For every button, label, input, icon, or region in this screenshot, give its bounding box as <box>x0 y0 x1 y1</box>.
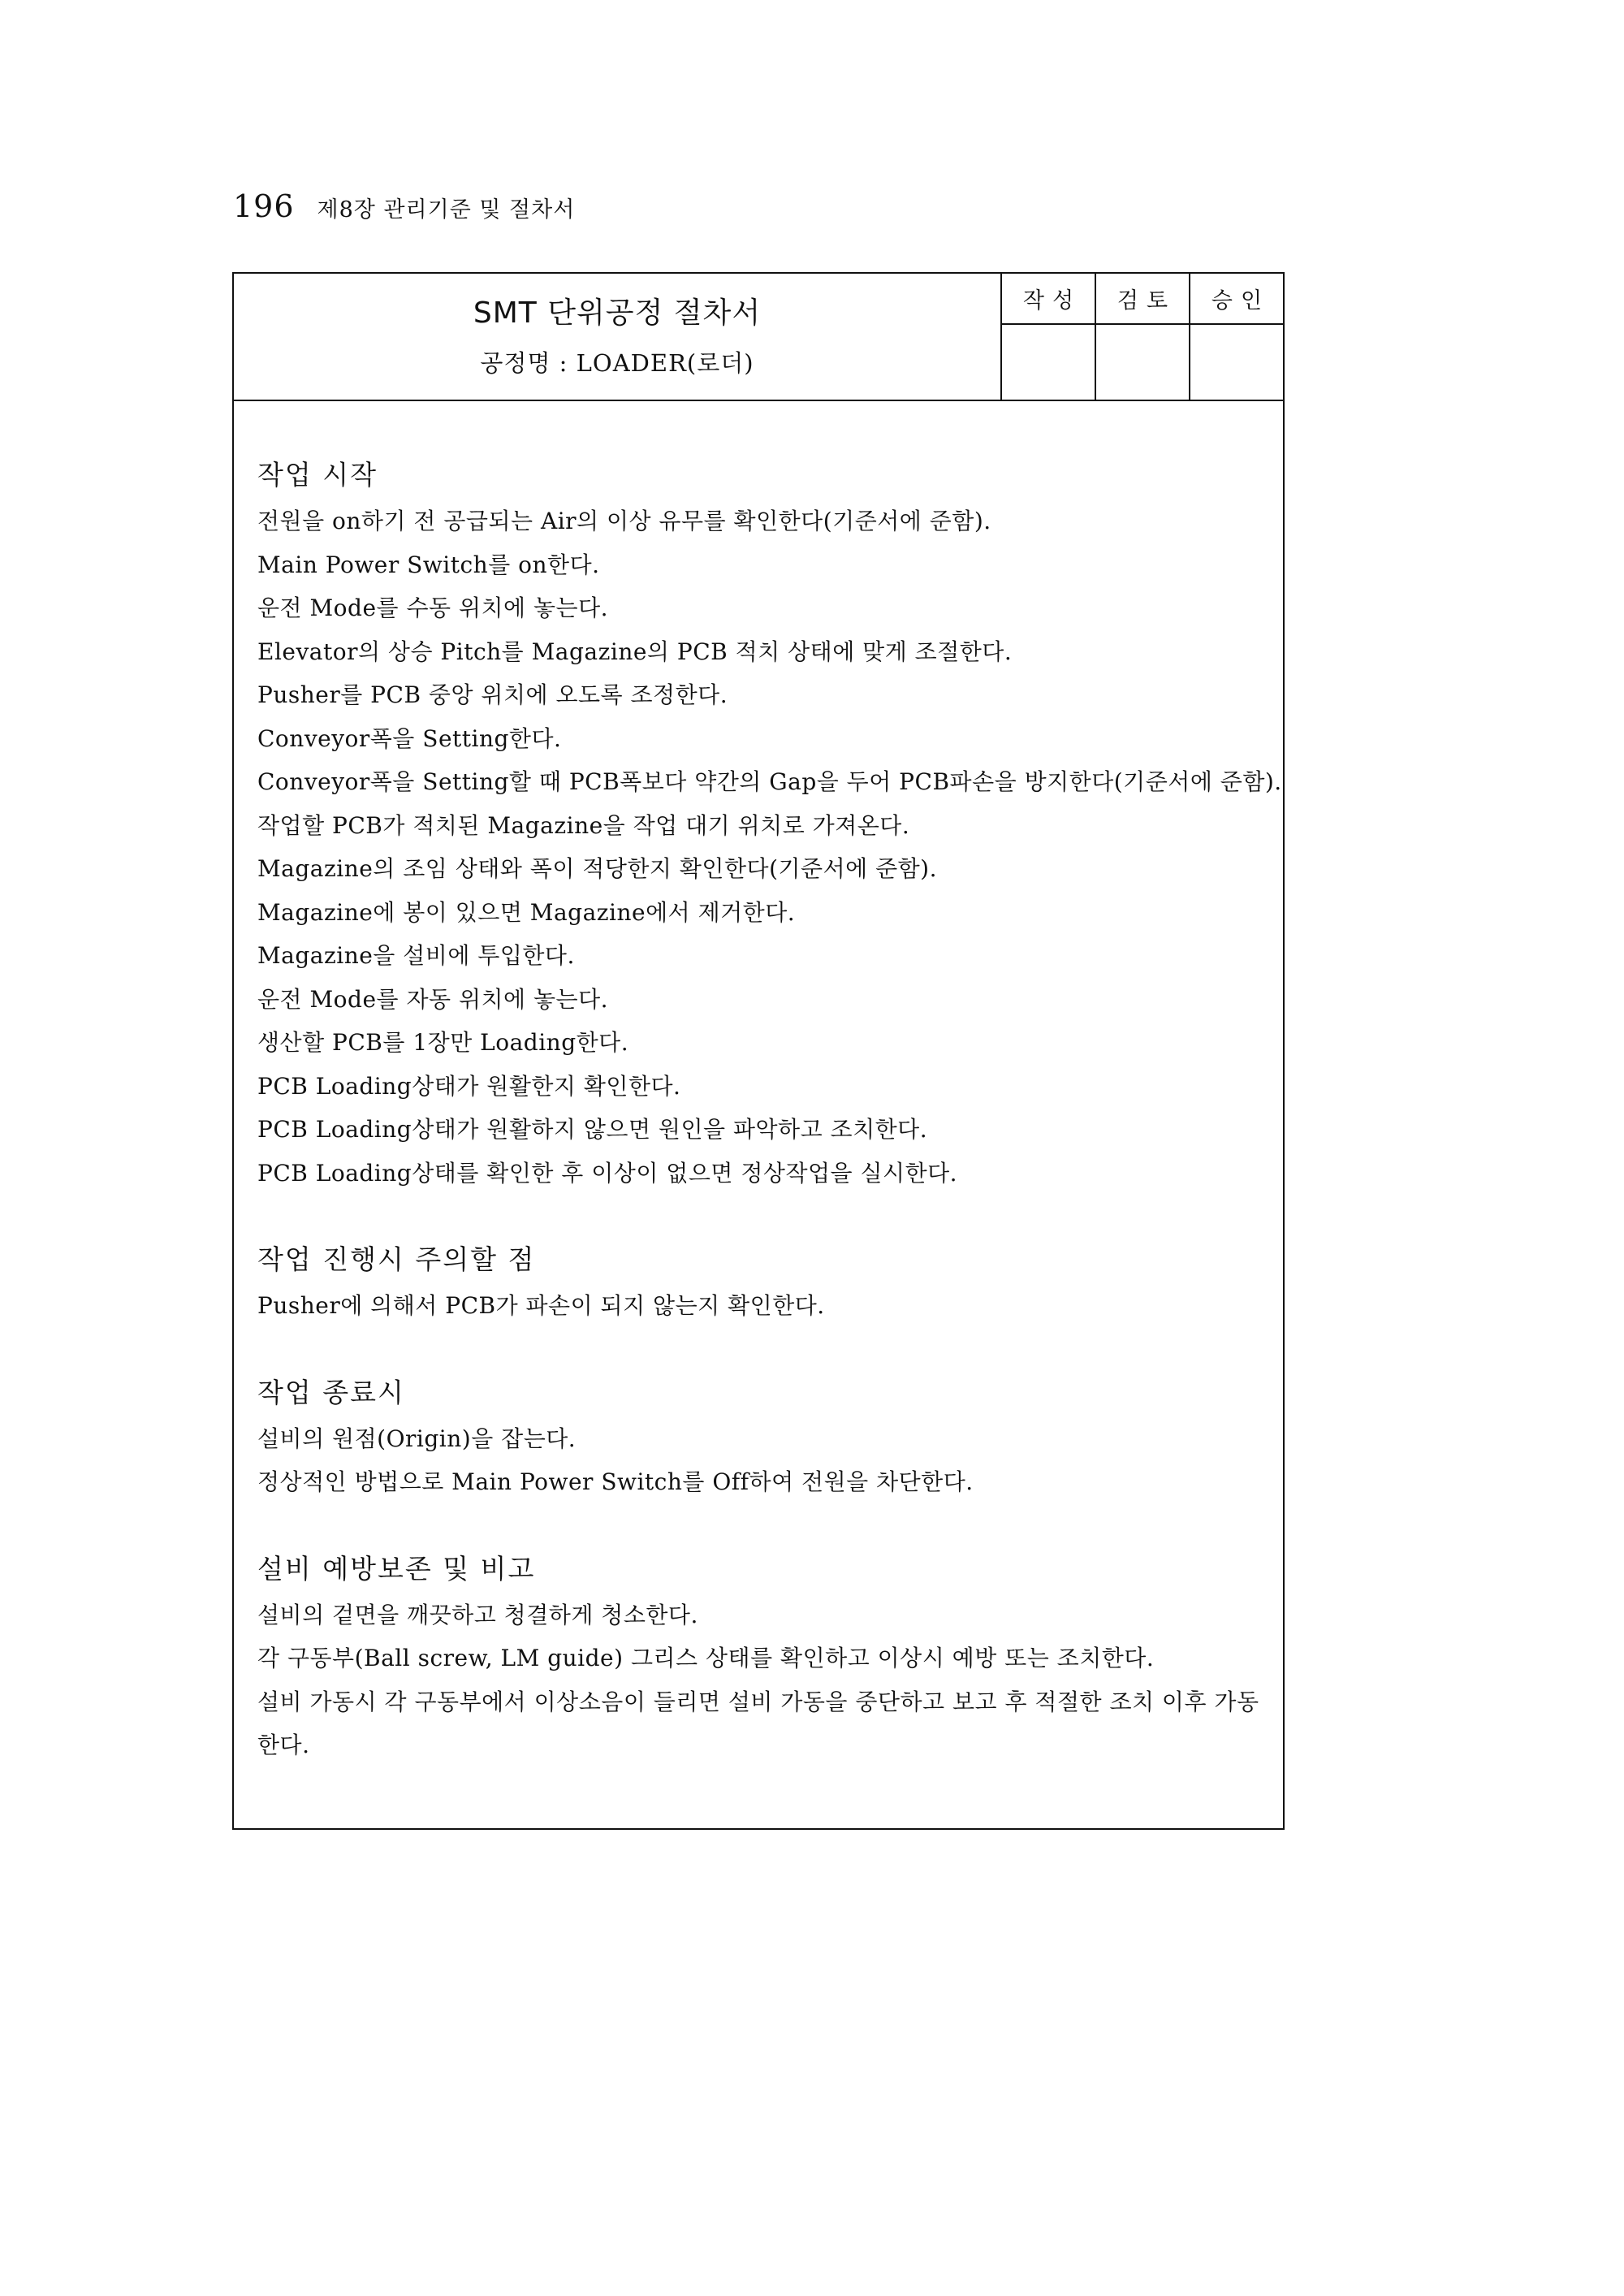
approval-column-author <box>1002 274 1096 400</box>
section-title: 작업 시작 <box>257 459 378 491</box>
page-number: 196 <box>233 188 295 224</box>
chapter-title: 제8장 관리기준 및 절차서 <box>317 197 576 223</box>
section <box>257 451 1282 1195</box>
procedure-step: PCB Loading상태가 원활한지 확인한다. <box>257 1072 681 1100</box>
procedure-step: 운전 Mode를 수동 위치에 놓는다. <box>257 595 609 621</box>
approval-sign-box-approver <box>1190 325 1283 398</box>
section-title: 작업 진행시 주의할 점 <box>257 1243 536 1275</box>
procedure-step: 설비의 원점(Origin)을 잡는다. <box>257 1425 577 1452</box>
title-area <box>234 274 1002 400</box>
procedure-step: PCB Loading상태를 확인한 후 이상이 없으면 정상작업을 실시한다. <box>257 1159 958 1187</box>
procedure-step: Pusher에 의해서 PCB가 파손이 되지 않는지 확인한다. <box>257 1292 825 1319</box>
form-body <box>257 451 1282 1808</box>
procedure-step: 각 구동부(Ball screw, LM guide) 그리스 상태를 확인하고 이상시 예방 또는 조치한다. <box>257 1645 1155 1671</box>
approval-label-reviewer: 검토 <box>1096 274 1189 325</box>
procedure-step: Magazine에 봉이 있으면 Magazine에서 제거한다. <box>257 898 796 926</box>
procedure-step: Conveyor폭을 Setting한다. <box>257 724 562 752</box>
section <box>257 1369 1264 1504</box>
form-header <box>234 274 1283 401</box>
approval-label-author: 작성 <box>1002 274 1095 325</box>
page-header <box>233 188 575 234</box>
section-title: 설비 예방보존 및 비고 <box>257 1552 536 1585</box>
section <box>257 1235 1264 1328</box>
procedure-step: 생산할 PCB를 1장만 Loading한다. <box>257 1029 629 1056</box>
procedure-step: Elevator의 상승 Pitch를 Magazine의 PCB 적치 상태에 맞게 조절한다. <box>257 638 1013 665</box>
procedure-step: 정상적인 방법으로 Main Power Switch를 Off하여 전원을 차단한다. <box>257 1468 974 1495</box>
document-title: SMT 단위공정 절차서 <box>473 296 762 330</box>
process-name: 공정명 : LOADER(로더) <box>480 349 754 377</box>
procedure-step: 운전 Mode를 자동 위치에 놓는다. <box>257 985 609 1013</box>
approval-sign-box-author <box>1002 325 1095 398</box>
procedure-step: Conveyor폭을 Setting할 때 PCB폭보다 약간의 Gap을 두어 PCB파손을 방지한다(기준서에 준함). <box>257 768 1282 795</box>
section-title: 작업 종료시 <box>257 1376 405 1408</box>
procedure-step: 작업할 PCB가 적치된 Magazine을 작업 대기 위치로 가져온다. <box>257 811 910 839</box>
procedure-step: Magazine을 설비에 투입한다. <box>257 942 575 969</box>
section <box>257 1545 1264 1767</box>
approval-column-approver <box>1190 274 1283 400</box>
approval-sign-box-reviewer <box>1096 325 1189 398</box>
approval-label-approver: 승인 <box>1190 274 1283 325</box>
procedure-step: 전원을 on하기 전 공급되는 Air의 이상 유무를 확인한다(기준서에 준함). <box>257 508 991 534</box>
procedure-step: Main Power Switch를 on한다. <box>257 551 600 578</box>
procedure-form <box>232 272 1285 1830</box>
procedure-step: Pusher를 PCB 중앙 위치에 오도록 조정한다. <box>257 681 728 708</box>
procedure-step: PCB Loading상태가 원활하지 않으면 원인을 파악하고 조치한다. <box>257 1116 928 1143</box>
procedure-step: 설비의 겉면을 깨끗하고 청결하게 청소한다. <box>257 1601 698 1628</box>
procedure-step: Magazine의 조임 상태와 폭이 적당한지 확인한다(기준서에 준함). <box>257 855 937 882</box>
approval-column-reviewer <box>1096 274 1190 400</box>
procedure-step: 설비 가동시 각 구동부에서 이상소음이 들리면 설비 가동을 중단하고 보고 후 적절한 조치 이후 가동한다. <box>257 1688 1259 1758</box>
approval-table <box>1002 274 1283 400</box>
